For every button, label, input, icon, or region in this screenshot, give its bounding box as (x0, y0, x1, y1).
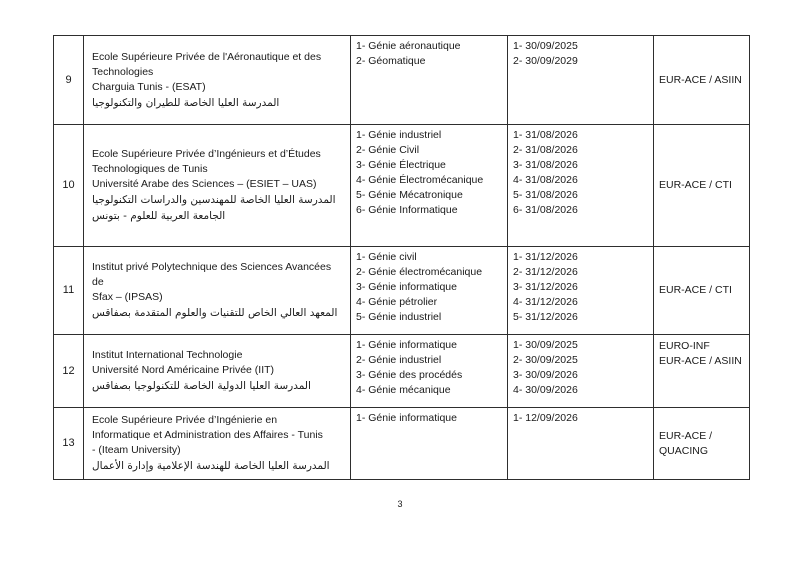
program-line: 1- Génie industriel (356, 129, 442, 141)
expiry-date-line: 2- 30/09/2025 (513, 354, 578, 366)
cell-institution (84, 36, 351, 125)
cell-programs (351, 408, 508, 480)
program-line: 4- Génie Électromécanique (356, 174, 484, 186)
expiry-date-line: 2- 31/12/2026 (513, 266, 578, 278)
program-line: 2- Géomatique (356, 55, 426, 67)
expiry-date-line: 1- 12/09/2026 (513, 412, 578, 424)
cell-institution (84, 125, 351, 247)
expiry-date-line: 5- 31/08/2026 (513, 189, 578, 201)
program-line: 1- Génie informatique (356, 339, 457, 351)
institution-name-arabic-line: المدرسة العليا الخاصة للطيران والتكنولوجيا (92, 96, 280, 109)
cell-accreditation (654, 408, 750, 480)
institution-name-line: Institut International Technologie (92, 349, 243, 361)
cell-expiry-dates (508, 247, 654, 335)
program-line: 3- Génie Électrique (356, 159, 446, 171)
program-line: 3- Génie des procédés (356, 369, 463, 381)
expiry-date-line: 4- 31/08/2026 (513, 174, 578, 186)
cell-accreditation (654, 36, 750, 125)
institution-name-line: de (92, 276, 104, 288)
table-row (54, 36, 750, 125)
institution-name-line: Technologies (92, 65, 154, 78)
program-line: 2- Génie industriel (356, 354, 442, 366)
expiry-date-line: 1- 31/12/2026 (513, 251, 578, 263)
expiry-date-line: 2- 31/08/2026 (513, 144, 578, 156)
expiry-date-line: 1- 30/09/2025 (513, 40, 578, 52)
cell-accreditation (654, 335, 750, 408)
cell-expiry-dates (508, 36, 654, 125)
institution-name-line: - (Iteam University) (92, 444, 181, 456)
institution-name-arabic-line: المدرسة العليا الخاصة للهندسة الإعلامية وإدارة الأعمال (92, 460, 330, 472)
program-line: 5- Génie industriel (356, 311, 442, 323)
cell-institution (84, 408, 351, 480)
cell-row-number: 10 (54, 125, 84, 247)
program-line: 2- Génie Civil (356, 144, 420, 156)
expiry-date-line: 1- 30/09/2025 (513, 339, 578, 351)
cell-programs (351, 247, 508, 335)
cell-expiry-dates (508, 335, 654, 408)
program-line: 1- Génie informatique (356, 412, 457, 424)
program-line: 4- Génie pétrolier (356, 296, 438, 308)
expiry-date-line: 6- 31/08/2026 (513, 204, 578, 216)
institution-name-line: Ecole Supérieure Privée d’Ingénierie en (92, 414, 278, 426)
cell-institution (84, 335, 351, 408)
institution-name-arabic-line: المدرسة العليا الخاصة للمهندسين والدراسات التكنولوجيا (92, 194, 336, 206)
program-line: 6- Génie Informatique (356, 204, 458, 216)
accreditation-label-line: EUR-ACE / ASIIN (659, 355, 742, 367)
program-line: 2- Génie électromécanique (356, 266, 483, 278)
accreditation-label-line: EUR-ACE / ASIIN (659, 73, 742, 86)
cell-row-number: 13 (54, 408, 84, 480)
program-line: 3- Génie informatique (356, 281, 457, 293)
cell-expiry-dates (508, 408, 654, 480)
accreditation-table (53, 35, 750, 480)
cell-expiry-dates (508, 125, 654, 247)
cell-programs (351, 125, 508, 247)
expiry-date-line: 3- 31/12/2026 (513, 281, 578, 293)
table-row (54, 125, 750, 247)
expiry-date-line: 4- 31/12/2026 (513, 296, 578, 308)
institution-name-line: Sfax – (IPSAS) (92, 291, 163, 303)
institution-name-line: Technologiques de Tunis (92, 163, 208, 175)
program-line: 5- Génie Mécatronique (356, 189, 463, 201)
program-line: 1- Génie civil (356, 251, 417, 263)
institution-name-line: Ecole Supérieure Privée d’Ingénieurs et d’Études (92, 148, 321, 160)
table-row (54, 247, 750, 335)
institution-name-arabic-line: المعهد العالي الخاص للتقنيات والعلوم المتقدمة بصفاقس (92, 307, 338, 319)
institution-name-line: Université Nord Américaine Privée (IIT) (92, 364, 275, 376)
cell-accreditation (654, 247, 750, 335)
expiry-date-line: 4- 30/09/2026 (513, 384, 578, 396)
expiry-date-line: 3- 31/08/2026 (513, 159, 578, 171)
cell-institution (84, 247, 351, 335)
expiry-date-line: 5- 31/12/2026 (513, 311, 578, 323)
institution-name-line: Institut privé Polytechnique des Sciences Avancées (92, 261, 332, 273)
cell-programs (351, 36, 508, 125)
accreditation-label-line: EUR-ACE / QUACING (659, 429, 713, 457)
table-row (54, 408, 750, 480)
table-row (54, 335, 750, 408)
accreditation-label-line: EUR-ACE / CTI (659, 284, 732, 296)
cell-row-number: 11 (54, 247, 84, 335)
program-line: 4- Génie mécanique (356, 384, 451, 396)
institution-name-line: Ecole Supérieure Privée de l'Aéronautique et des (92, 50, 322, 63)
institution-name-arabic-line: المدرسة العليا الدولية الخاصة للتكنولوجيا بصفاقس (92, 380, 311, 392)
accreditation-label-line: EUR-ACE / CTI (659, 179, 732, 191)
institution-name-line: Informatique et Administration des Affaires - Tunis (92, 429, 323, 441)
institution-name-arabic-line: الجامعة العربية للعلوم - بتونس (92, 210, 226, 222)
program-line: 1- Génie aéronautique (356, 40, 461, 52)
cell-row-number: 12 (54, 335, 84, 408)
institution-name-line: Université Arabe des Sciences – (ESIET – UAS) (92, 178, 317, 190)
cell-accreditation (654, 125, 750, 247)
cell-row-number: 9 (54, 36, 84, 125)
table-body (54, 36, 750, 480)
page-number: 3 (397, 499, 403, 509)
expiry-date-line: 1- 31/08/2026 (513, 129, 578, 141)
cell-programs (351, 335, 508, 408)
expiry-date-line: 3- 30/09/2026 (513, 369, 578, 381)
accreditation-label-line: EURO-INF (659, 340, 710, 352)
expiry-date-line: 2- 30/09/2029 (513, 55, 578, 67)
institution-name-line: Charguia Tunis - (ESAT) (92, 80, 206, 93)
